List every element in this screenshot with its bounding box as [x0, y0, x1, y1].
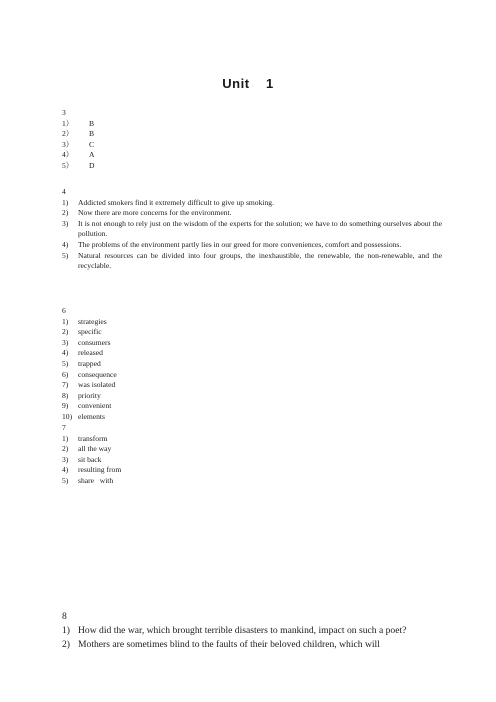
list-item: 2) Now there are more concerns for the environment. [62, 208, 232, 218]
list-item: 3) It is not enough to rely just on the wisdom of the experts for the solution; we have to do something ourselves about the pollution. [62, 218, 442, 239]
list-item: 4) resulting from [62, 465, 122, 475]
section-number: 8 [62, 611, 67, 622]
list-item: 1) transform [62, 433, 108, 443]
list-item: 6) consequence [62, 369, 117, 379]
list-item: 5） D [62, 160, 95, 170]
page-title: Unit 1 [222, 76, 274, 91]
list-item: 8) priority [62, 390, 101, 400]
list-item: 4） A [62, 150, 95, 160]
list-item: 2) specific [62, 327, 102, 337]
list-item: 2) Mothers are sometimes blind to the faults of their beloved children, which will [62, 639, 380, 650]
section-number: 4 [62, 187, 66, 196]
section-number: 6 [62, 306, 66, 315]
list-item: 3） C [62, 139, 95, 149]
list-item: 3) consumers [62, 337, 111, 347]
list-item: 2） B [62, 129, 95, 139]
list-item: 7) was isolated [62, 380, 116, 390]
section-7 [62, 423, 442, 487]
list-item: 5) share with [62, 475, 114, 485]
list-item: 5) Natural resources can be divided into four groups, the inexhaustible, the renewable, the non-renewable, and the recyclable. [62, 250, 442, 271]
list-item: 5) trapped [62, 358, 101, 368]
list-item: 1) strategies [62, 316, 107, 326]
section-4 [62, 187, 442, 272]
list-item: 4) released [62, 348, 103, 358]
list-item: 2) all the way [62, 444, 112, 454]
section-3 [62, 108, 442, 172]
section-6 [62, 306, 442, 423]
section-8 [62, 610, 442, 652]
list-item: 4) The problems of the environment partly lies in our greed for more conveniences, comfort and possessions. [62, 239, 402, 249]
section-number: 3 [62, 108, 66, 117]
list-item: 10) elements [62, 411, 105, 421]
list-item: 1) Addicted smokers find it extremely difficult to give up smoking. [62, 197, 274, 207]
section-number: 7 [62, 423, 66, 432]
list-item: 1） B [62, 118, 95, 128]
list-item: 1) How did the war, which brought terrible disasters to mankind, impact on such a poet? [62, 625, 407, 636]
list-item: 9) convenient [62, 401, 112, 411]
list-item: 3) sit back [62, 454, 102, 464]
